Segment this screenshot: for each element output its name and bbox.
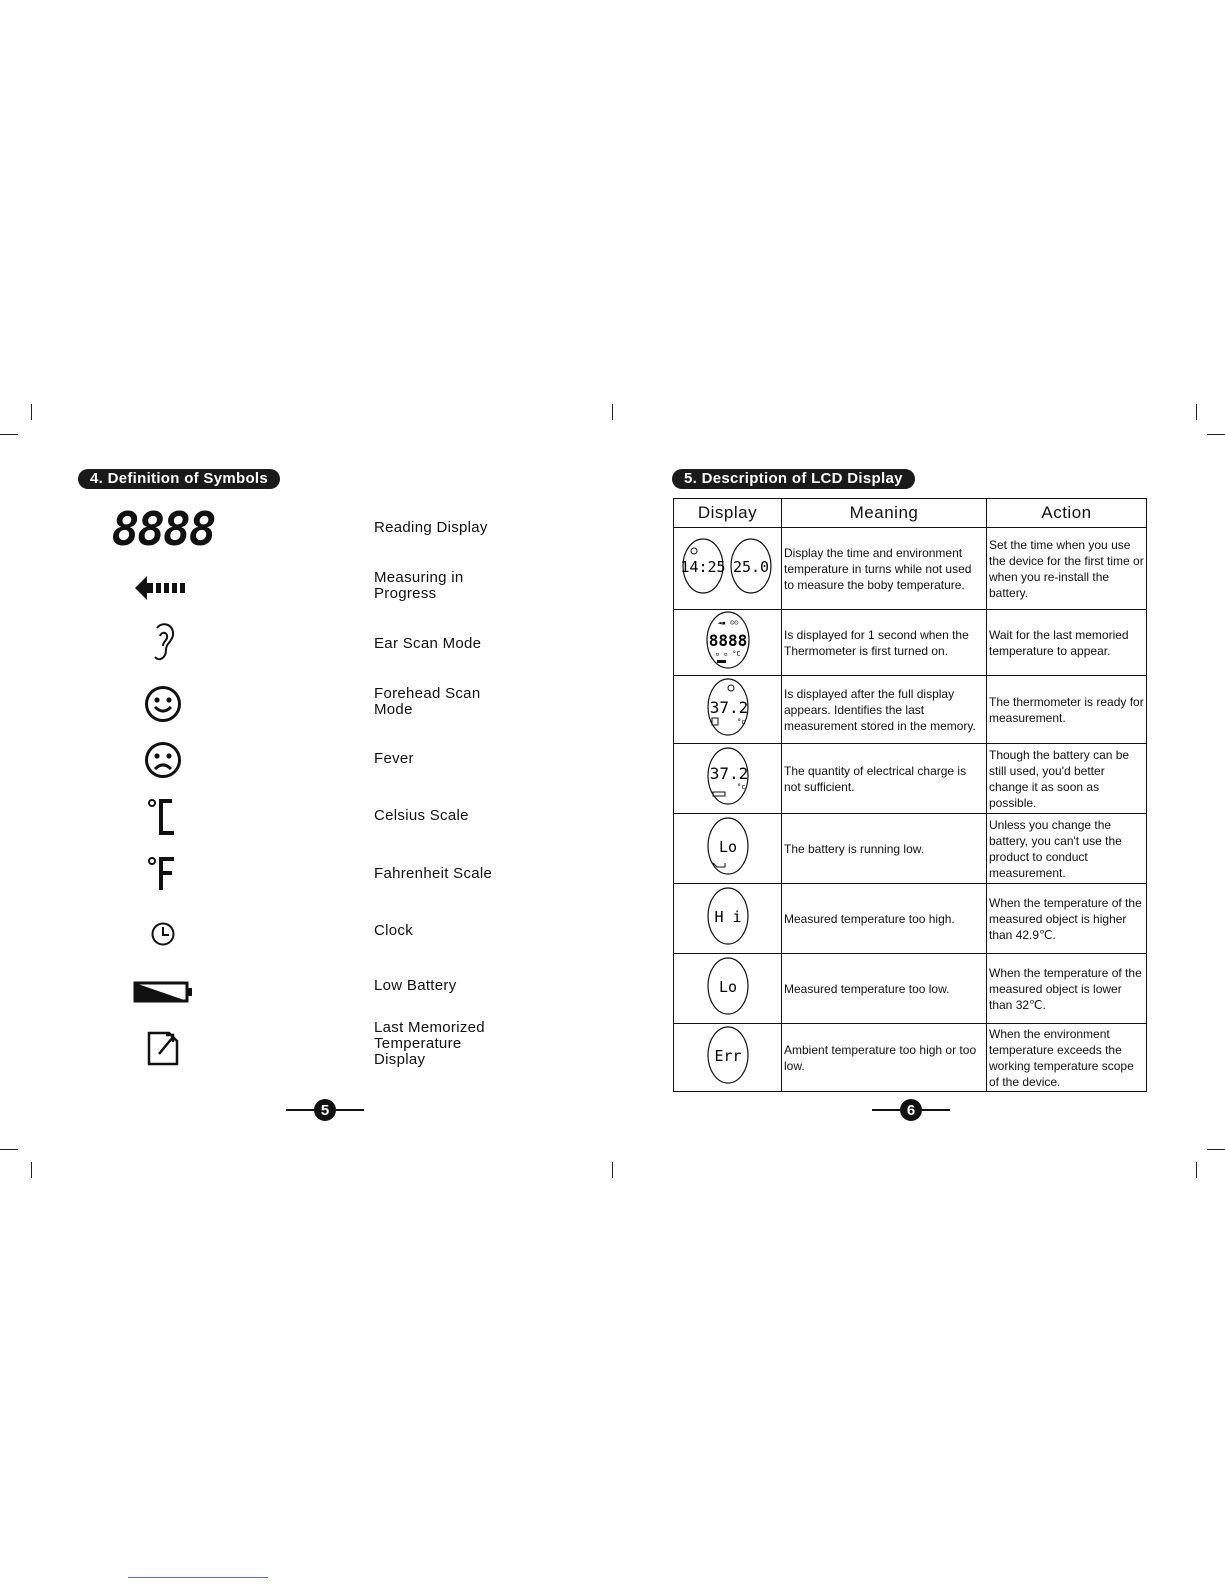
action-cell: When the temperature of the measured object is higher than 42.9℃. bbox=[987, 884, 1147, 954]
section-title-lcd: 5. Description of LCD Display bbox=[672, 469, 915, 489]
table-header-row bbox=[674, 499, 1147, 528]
time-and-temp-lcd-icon bbox=[674, 528, 782, 610]
memory-icon bbox=[108, 1028, 218, 1068]
crop-mark bbox=[0, 434, 18, 435]
action-cell: The thermometer is ready for measurement. bbox=[987, 676, 1147, 744]
sad-face-icon bbox=[108, 740, 218, 780]
symbol-label: Reading Display bbox=[374, 519, 488, 536]
crop-mark bbox=[1207, 434, 1225, 435]
action-cell: Wait for the last memoried temperature to appear. bbox=[987, 610, 1147, 676]
smiley-face-icon bbox=[108, 684, 218, 724]
err-lcd-icon bbox=[674, 1024, 782, 1092]
table-row bbox=[674, 884, 1147, 954]
last-memory-lcd-icon bbox=[674, 676, 782, 744]
symbol-label: Ear Scan Mode bbox=[374, 635, 482, 652]
page-number-left bbox=[286, 1099, 364, 1121]
symbol-label: Low Battery bbox=[374, 977, 457, 994]
measuring-arrow-icon bbox=[108, 572, 218, 604]
action-cell: When the environment temperature exceeds the working temperature scope of the device. bbox=[987, 1024, 1147, 1092]
page-number-badge: 5 bbox=[314, 1099, 336, 1121]
table-row bbox=[674, 610, 1147, 676]
symbol-label: Fever bbox=[374, 750, 414, 767]
meaning-cell: Is displayed after the full display appears. Identifies the last measurement stored in the memory. bbox=[782, 676, 987, 744]
page-number-badge: 6 bbox=[900, 1099, 922, 1121]
symbol-label: Clock bbox=[374, 922, 414, 939]
table-row bbox=[674, 676, 1147, 744]
lcd-digits: 14:25 bbox=[679, 558, 726, 576]
header-meaning: Meaning bbox=[782, 499, 987, 528]
svg-text:°c: °c bbox=[736, 783, 745, 791]
page-number-rule bbox=[286, 1109, 314, 1111]
section-title-symbols: 4. Definition of Symbols bbox=[78, 469, 280, 489]
header-action: Action bbox=[987, 499, 1147, 528]
svg-text:°c: °c bbox=[736, 718, 745, 726]
crop-mark bbox=[612, 1162, 613, 1178]
crop-mark bbox=[1196, 404, 1197, 420]
page-number-rule bbox=[922, 1109, 950, 1111]
header-display: Display bbox=[674, 499, 782, 528]
fahrenheit-icon bbox=[108, 856, 218, 892]
symbol-label: Celsius Scale bbox=[374, 807, 469, 824]
action-cell: Unless you change the battery, you can't use the product to conduct measurement. bbox=[987, 814, 1147, 884]
action-cell: Though the battery can be still used, you'd better change it as soon as possible. bbox=[987, 744, 1147, 814]
crop-mark bbox=[0, 1149, 18, 1150]
meaning-cell: Measured temperature too low. bbox=[782, 954, 987, 1024]
table-row bbox=[674, 954, 1147, 1024]
svg-text:◄▪ ☺☹: ◄▪ ☺☹ bbox=[716, 619, 739, 627]
crop-mark bbox=[612, 404, 613, 420]
ear-icon bbox=[108, 622, 218, 664]
table-row bbox=[674, 814, 1147, 884]
crop-mark bbox=[31, 404, 32, 420]
segment-digits-icon bbox=[108, 504, 218, 554]
crop-mark bbox=[1196, 1162, 1197, 1178]
lcd-description-table bbox=[673, 498, 1147, 1092]
lcd-digits: 25.0 bbox=[732, 558, 769, 576]
table-row bbox=[674, 1024, 1147, 1092]
hi-lcd-icon bbox=[674, 884, 782, 954]
segment-digits-glyph: 8888 bbox=[111, 502, 215, 556]
lcd-digits: 37.2 bbox=[709, 698, 748, 717]
table-row bbox=[674, 744, 1147, 814]
celsius-icon bbox=[108, 797, 218, 837]
action-cell: When the temperature of the measured object is lower than 32℃. bbox=[987, 954, 1147, 1024]
battery-lo-lcd-icon bbox=[674, 814, 782, 884]
action-cell: Set the time when you use the device for the first time or when you re-install the battery. bbox=[987, 528, 1147, 610]
svg-text:▫ ▫ °C: ▫ ▫ °C bbox=[714, 650, 741, 658]
meaning-cell: Ambient temperature too high or too low. bbox=[782, 1024, 987, 1092]
symbol-label: Fahrenheit Scale bbox=[374, 865, 493, 882]
table-row bbox=[674, 528, 1147, 610]
lcd-digits: Err bbox=[713, 1047, 742, 1065]
symbol-label: Forehead Scan Mode bbox=[374, 685, 481, 718]
low-battery-icon bbox=[108, 980, 218, 1004]
lo-lcd-icon bbox=[674, 954, 782, 1024]
link-underline bbox=[128, 1577, 268, 1578]
meaning-cell: Is displayed for 1 second when the Thermometer is first turned on. bbox=[782, 610, 987, 676]
crop-mark bbox=[31, 1162, 32, 1178]
lcd-digits: Lo bbox=[718, 838, 737, 856]
full-display-lcd-icon bbox=[674, 610, 782, 676]
meaning-cell: Display the time and environment temperature in turns while not used to measure the boby temperature. bbox=[782, 528, 987, 610]
page-number-rule bbox=[872, 1109, 900, 1111]
clock-icon bbox=[108, 920, 218, 948]
meaning-cell: The quantity of electrical charge is not sufficient. bbox=[782, 744, 987, 814]
crop-mark bbox=[1207, 1149, 1225, 1150]
symbol-label: Last Memorized Temperature Display bbox=[374, 1019, 485, 1068]
lcd-digits: H i bbox=[713, 908, 742, 926]
page-number-right bbox=[872, 1099, 950, 1121]
lcd-digits: Lo bbox=[718, 978, 737, 996]
meaning-cell: Measured temperature too high. bbox=[782, 884, 987, 954]
lcd-digits: 37.2 bbox=[709, 764, 748, 783]
lcd-digits: 8888 bbox=[708, 631, 747, 650]
symbol-label: Measuring in Progress bbox=[374, 569, 464, 602]
low-charge-lcd-icon bbox=[674, 744, 782, 814]
meaning-cell: The battery is running low. bbox=[782, 814, 987, 884]
page-number-rule bbox=[336, 1109, 364, 1111]
